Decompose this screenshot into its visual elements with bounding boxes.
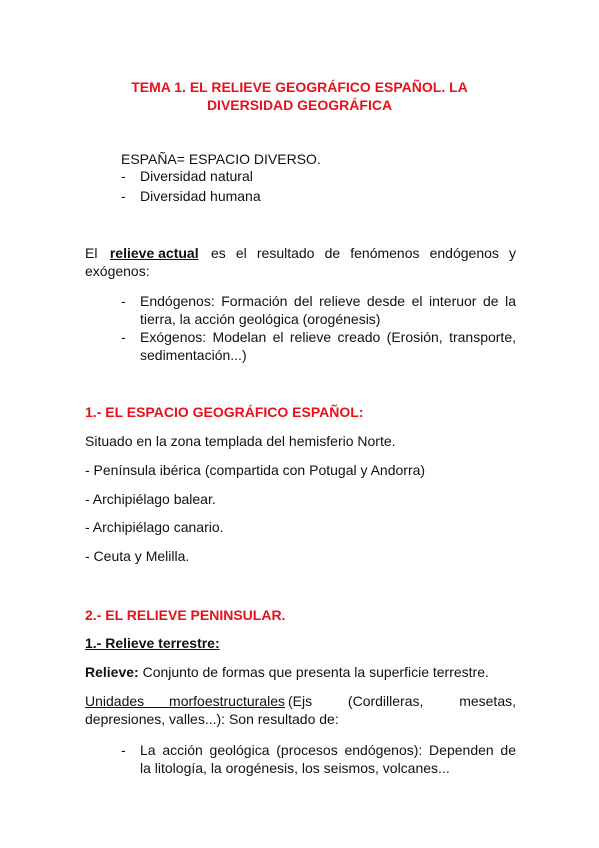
relieve-definition — [85, 663, 489, 681]
relieve-rest: es el resultado de fenómenos endógenos y — [211, 245, 516, 261]
section2-subheading: 1.- Relieve terrestre: — [85, 635, 220, 651]
section2-heading: 2.- EL RELIEVE PENINSULAR. — [85, 607, 286, 623]
relieve-pre: El — [85, 245, 98, 261]
relieve-paragraph-line1 — [85, 244, 516, 262]
intro-heading: ESPAÑA= ESPACIO DIVERSO. — [121, 151, 321, 167]
endogenos-line1: Endógenos: Formación del relieve desde el interuor de la — [140, 293, 516, 309]
accion-dash: - — [121, 742, 126, 758]
section1-item-3: - Archipiélago canario. — [85, 519, 224, 535]
section1-item-4: - Ceuta y Melilla. — [85, 548, 190, 564]
section1-item-1: - Península ibérica (compartida con Potugal y Andorra) — [85, 462, 426, 478]
intro-item-2: Diversidad humana — [140, 188, 261, 204]
section1-intro: Situado en la zona templada del hemisferio Norte. — [85, 433, 396, 449]
document-title-line1: TEMA 1. EL RELIEVE GEOGRÁFICO ESPAÑOL. LA — [131, 79, 468, 95]
intro-dash-1: - — [121, 168, 126, 184]
accion-line1: La acción geológica (procesos endógenos): Dependen de — [140, 742, 516, 758]
units-term: Unidades morfoestructurales — [85, 693, 285, 709]
section1-item-2: - Archipiélago balear. — [85, 491, 216, 507]
exogenos-dash: - — [121, 329, 126, 345]
relieve-actual-term: relieve actual — [109, 245, 199, 261]
exogenos-line1: Exógenos: Modelan el relieve creado (Erosión, transporte, — [140, 329, 516, 345]
endogenos-dash: - — [121, 293, 126, 309]
document-title-line2: DIVERSIDAD GEOGRÁFICA — [206, 97, 393, 113]
intro-dash-2: - — [121, 188, 126, 204]
relieve-definition-text: Conjunto de formas que presenta la superficie terrestre. — [138, 664, 489, 680]
exogenos-line2: sedimentación...) — [140, 347, 247, 363]
units-line1 — [85, 692, 516, 710]
relieve-paragraph-line2: exógenos: — [85, 263, 150, 279]
accion-line2: la litología, la orogénesis, los seismos, volcanes... — [140, 760, 450, 776]
section1-heading: 1.- EL ESPACIO GEOGRÁFICO ESPAÑOL: — [85, 404, 364, 420]
units-line2: depresiones, valles...): Son resultado de: — [85, 711, 339, 727]
endogenos-line2: tierra, la acción geológica (orogénesis) — [140, 311, 381, 327]
relieve-definition-term: Relieve: — [85, 664, 139, 680]
units-rest: (Ejs (Cordilleras, mesetas, — [288, 693, 516, 709]
intro-item-1: Diversidad natural — [140, 168, 253, 184]
